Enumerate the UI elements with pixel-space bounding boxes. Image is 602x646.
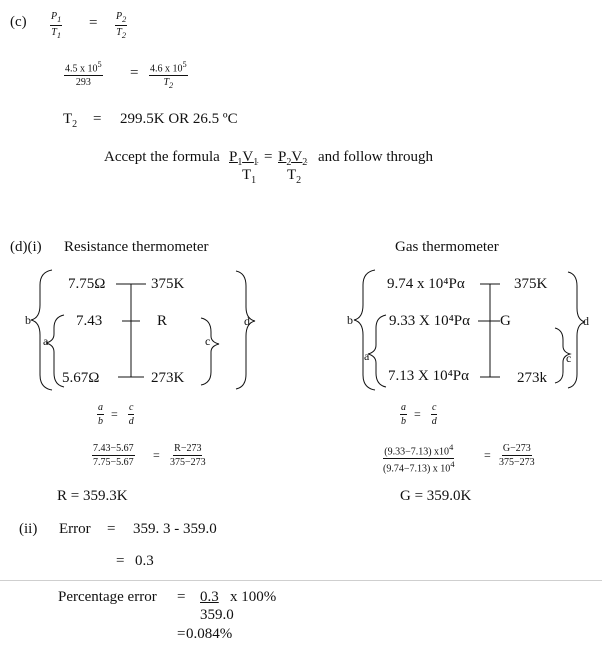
t2-value: 299.5K OR 26.5 ºC (120, 111, 238, 127)
gas-temp-top: 375K (514, 276, 548, 292)
t2-label: $T_2$ (63, 111, 78, 130)
r-result: R = 359.3K (57, 488, 128, 504)
equals-sign: = (264, 149, 273, 165)
res-mid-value: 7.43 (76, 313, 103, 329)
res-frac-lhs-num: 7.43−5.67 (93, 443, 134, 454)
equals-sign: = (89, 15, 98, 31)
gas-frac-exp-num: 4 (449, 443, 454, 452)
ratio-d: d (128, 416, 134, 427)
gas-temp-bot: 273k (517, 370, 547, 386)
equals-sign: = (111, 407, 118, 421)
accept-den-t2: $T_2$ (287, 167, 302, 186)
error-expression: 359. 3 - 359.0 (133, 521, 217, 537)
p2-symbol: $P_2$ (115, 11, 127, 26)
brace-b-label: b (25, 313, 31, 327)
gas-ratio-c: c (432, 402, 437, 413)
percentage-numerator: 0.3 (200, 589, 219, 605)
brace-c-shape (201, 318, 219, 385)
gas-frac-lhs-den: (9.74−7.13) x 10 (383, 463, 451, 475)
rhs-denominator: $T_2$ (163, 77, 174, 91)
res-bot-value: 5.67Ω (62, 370, 100, 386)
gas-frac-rhs (499, 443, 535, 468)
p1-symbol: $P_1$ (50, 11, 62, 26)
percentage-result: 0.084% (186, 626, 233, 642)
gas-bot-value: 7.13 X 10⁴Pα (388, 368, 470, 384)
percentage-label: Percentage error (58, 589, 157, 605)
res-frac-rhs (170, 443, 206, 468)
part-c-label: (c) (10, 14, 27, 30)
res-frac-lhs-den: 7.75−5.67 (93, 457, 134, 468)
lhs-denominator: 293 (75, 77, 91, 89)
accept-prefix: Accept the formula (104, 149, 220, 165)
brace-a-label: a (43, 334, 49, 348)
equals-sign: = (116, 553, 125, 569)
gas-ratio-b: b (401, 416, 406, 427)
accept-rhs: $P_2V_2$ (278, 149, 308, 168)
gas-top-value: 9.74 x 10⁴Pα (387, 276, 465, 292)
gas-brace-b-shape (354, 270, 375, 390)
res-temp-mid: R (157, 313, 168, 329)
brace-b-shape (31, 270, 52, 390)
gas-mid-value: 9.33 X 10⁴Pα (389, 313, 471, 329)
brace-d-label: d (244, 314, 250, 328)
gas-title: Gas thermometer (395, 239, 499, 255)
accept-den-t1: $T_1$ (242, 167, 257, 186)
gas-brace-d-shape (568, 272, 585, 388)
ratio-b: b (98, 416, 103, 427)
res-frac-rhs-den: 375−273 (170, 457, 206, 468)
gas-frac-rhs-den: 375−273 (499, 457, 535, 468)
gas-frac-rhs-num: G−273 (502, 443, 531, 454)
resistance-title: Resistance thermometer (64, 239, 209, 255)
gas-brace-a-label: a (364, 349, 370, 363)
gas-ratio-d: d (431, 416, 437, 427)
ratio-c: c (129, 402, 134, 413)
percentage-denominator: 359.0 (200, 607, 234, 623)
t1-symbol: $T_1$ (51, 27, 61, 41)
ratio-c-over-d (128, 402, 134, 427)
res-frac-rhs-num: R−273 (174, 443, 202, 454)
res-top-value: 7.75Ω (68, 276, 106, 292)
error-value: 0.3 (135, 553, 154, 569)
t2-symbol: $T_2$ (116, 27, 126, 41)
res-temp-bot: 273K (151, 370, 185, 386)
percentage-result-equals: = (177, 626, 186, 642)
gas-frac-exp-den: 4 (450, 460, 455, 470)
part-d-label: (d)(i) (10, 239, 42, 255)
error-label: Error (59, 521, 91, 537)
equals-sign: = (93, 111, 102, 127)
equals-sign: = (130, 65, 139, 81)
gas-brace-b-label: b (347, 313, 353, 327)
ratio-a: a (98, 402, 103, 413)
accept-lhs: $P_1V_1$ (229, 149, 259, 168)
gas-brace-a-shape (368, 315, 386, 387)
brace-d-shape (236, 271, 255, 389)
percentage-multiplier: x 100% (230, 589, 277, 605)
divider-line (0, 580, 602, 581)
gas-ratio-a-over-b (400, 402, 407, 427)
ratio-a-over-b (97, 402, 104, 427)
brace-c-label: c (205, 334, 211, 348)
part-ii-label: (ii) (19, 521, 38, 537)
res-frac-lhs (92, 443, 135, 468)
equals-sign: = (107, 521, 116, 537)
gas-frac-lhs (383, 443, 454, 475)
gas-ratio-a: a (401, 402, 406, 413)
equals-sign: = (153, 448, 160, 462)
rhs-numerator: 4.6 x 10 (150, 63, 183, 75)
lhs-exponent: 5 (97, 60, 102, 69)
gas-brace-d-label: d (583, 314, 589, 328)
gas-temp-mid: G (500, 313, 511, 329)
rhs-exponent: 5 (182, 60, 187, 69)
gas-brace-c-label: c (566, 351, 572, 365)
g-result: G = 359.0K (400, 488, 472, 504)
gas-frac-lhs-num: (9.33−7.13) x10 (384, 446, 450, 458)
equals-sign: = (177, 589, 186, 605)
gas-ratio-c-over-d (431, 402, 437, 427)
res-temp-top: 375K (151, 276, 185, 292)
equals-sign: = (414, 407, 421, 421)
lhs-numerator: 4.5 x 10 (65, 63, 98, 75)
accept-suffix: and follow through (318, 149, 433, 165)
equals-sign: = (484, 448, 491, 462)
